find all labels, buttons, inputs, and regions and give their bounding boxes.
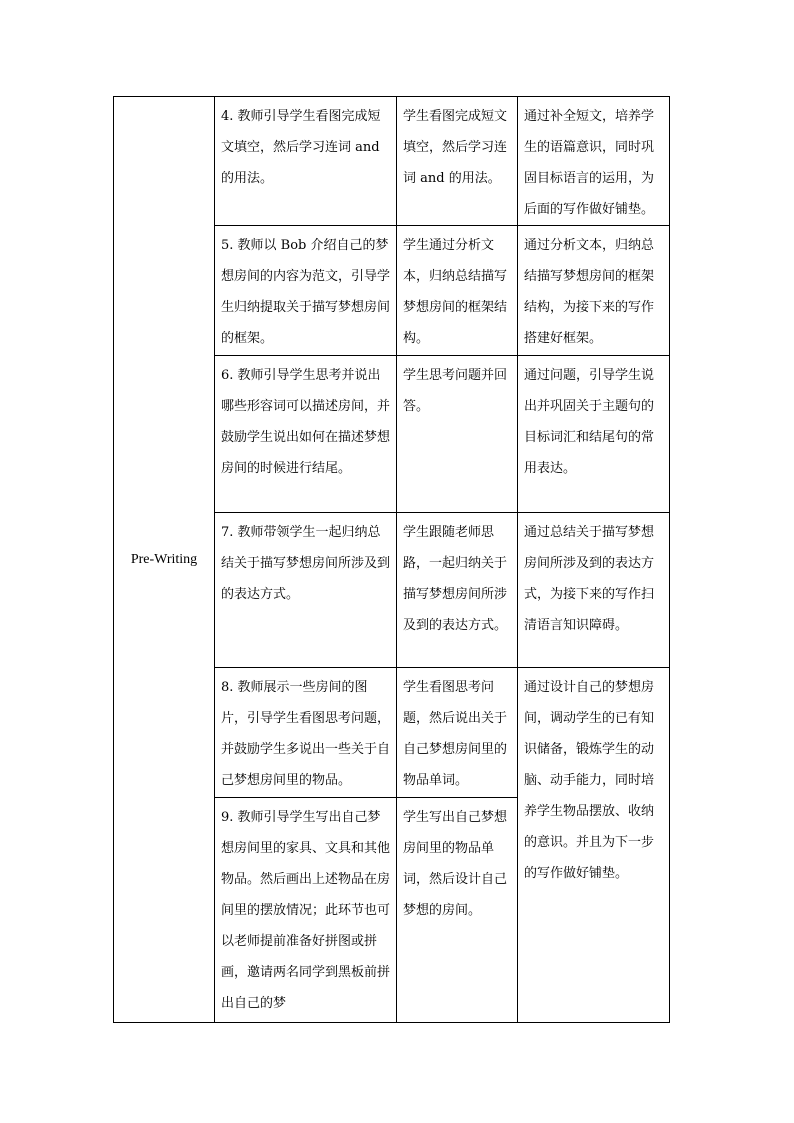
student-activity-cell xyxy=(397,513,518,668)
teacher-activity-cell xyxy=(215,513,397,668)
student-activity-cell xyxy=(397,798,518,1023)
purpose-text: 通过问题，引导学生说出并巩固关于主题句的目标词汇和结尾句的常用表达。 xyxy=(524,368,655,476)
purpose-text: 通过分析文本，归纳总结描写梦想房间的框架结构，为接下来的写作搭建好框架。 xyxy=(524,238,655,346)
purpose-cell xyxy=(518,668,670,1023)
teacher-activity-text: 9. 教师引导学生写出自己梦想房间里的家具、文具和其他物品。然后画出上述物品在房间里的摆放情况；此环节也可以老师提前准备好拼图或拼画，邀请两名同学到黑板前拼出自己的梦 xyxy=(221,810,391,1011)
purpose-cell xyxy=(518,97,670,226)
teacher-activity-text: 8. 教师展示一些房间的图片，引导学生看图思考问题，并鼓励学生多说出一些关于自己梦想房间里的物品。 xyxy=(221,680,391,788)
teacher-activity-text: 7. 教师带领学生一起归纳总结关于描写梦想房间所涉及到的表达方式。 xyxy=(221,525,391,602)
student-activity-cell xyxy=(397,356,518,513)
student-activity-cell xyxy=(397,97,518,226)
student-activity-text: 学生写出自己梦想房间里的物品单词，然后设计自己梦想的房间。 xyxy=(403,810,508,918)
table-row xyxy=(114,97,670,226)
teacher-activity-text: 5. 教师以 Bob 介绍自己的梦想房间的内容为范文，引导学生归纳提取关于描写梦想房间的框架。 xyxy=(221,238,391,346)
purpose-text: 通过总结关于描写梦想房间所涉及到的表达方式，为接下来的写作扫清语言知识障碍。 xyxy=(524,525,655,633)
teacher-activity-cell xyxy=(215,668,397,798)
teacher-activity-cell xyxy=(215,226,397,356)
teacher-activity-cell xyxy=(215,356,397,513)
purpose-text: 通过设计自己的梦想房间，调动学生的已有知识储备，锻炼学生的动脑、动手能力，同时培养学生物品摆放、收纳的意识。并且为下一步的写作做好铺垫。 xyxy=(524,680,655,881)
purpose-text: 通过补全短文，培养学生的语篇意识，同时巩固目标语言的运用，为后面的写作做好铺垫。 xyxy=(524,109,655,217)
stage-label: Pre-Writing xyxy=(130,552,198,567)
student-activity-cell xyxy=(397,668,518,798)
purpose-cell xyxy=(518,226,670,356)
teacher-activity-text: 4. 教师引导学生看图完成短文填空，然后学习连词 and 的用法。 xyxy=(221,109,381,186)
teacher-activity-cell xyxy=(215,97,397,226)
teacher-activity-text: 6. 教师引导学生思考并说出哪些形容词可以描述房间，并鼓励学生说出如何在描述梦想房间的时候进行结尾。 xyxy=(221,368,391,476)
purpose-cell xyxy=(518,513,670,668)
student-activity-text: 学生思考问题并回答。 xyxy=(403,368,508,414)
purpose-cell xyxy=(518,356,670,513)
student-activity-text: 学生跟随老师思路，一起归纳关于描写梦想房间所涉及到的表达方式。 xyxy=(403,525,508,633)
student-activity-cell xyxy=(397,226,518,356)
lesson-plan-table xyxy=(113,96,670,1023)
student-activity-text: 学生看图完成短文填空，然后学习连词 and 的用法。 xyxy=(403,109,508,186)
student-activity-text: 学生通过分析文本，归纳总结描写梦想房间的框架结构。 xyxy=(403,238,508,346)
student-activity-text: 学生看图思考问题，然后说出关于自己梦想房间里的物品单词。 xyxy=(403,680,508,788)
stage-cell xyxy=(114,97,215,1023)
teacher-activity-cell xyxy=(215,798,397,1023)
